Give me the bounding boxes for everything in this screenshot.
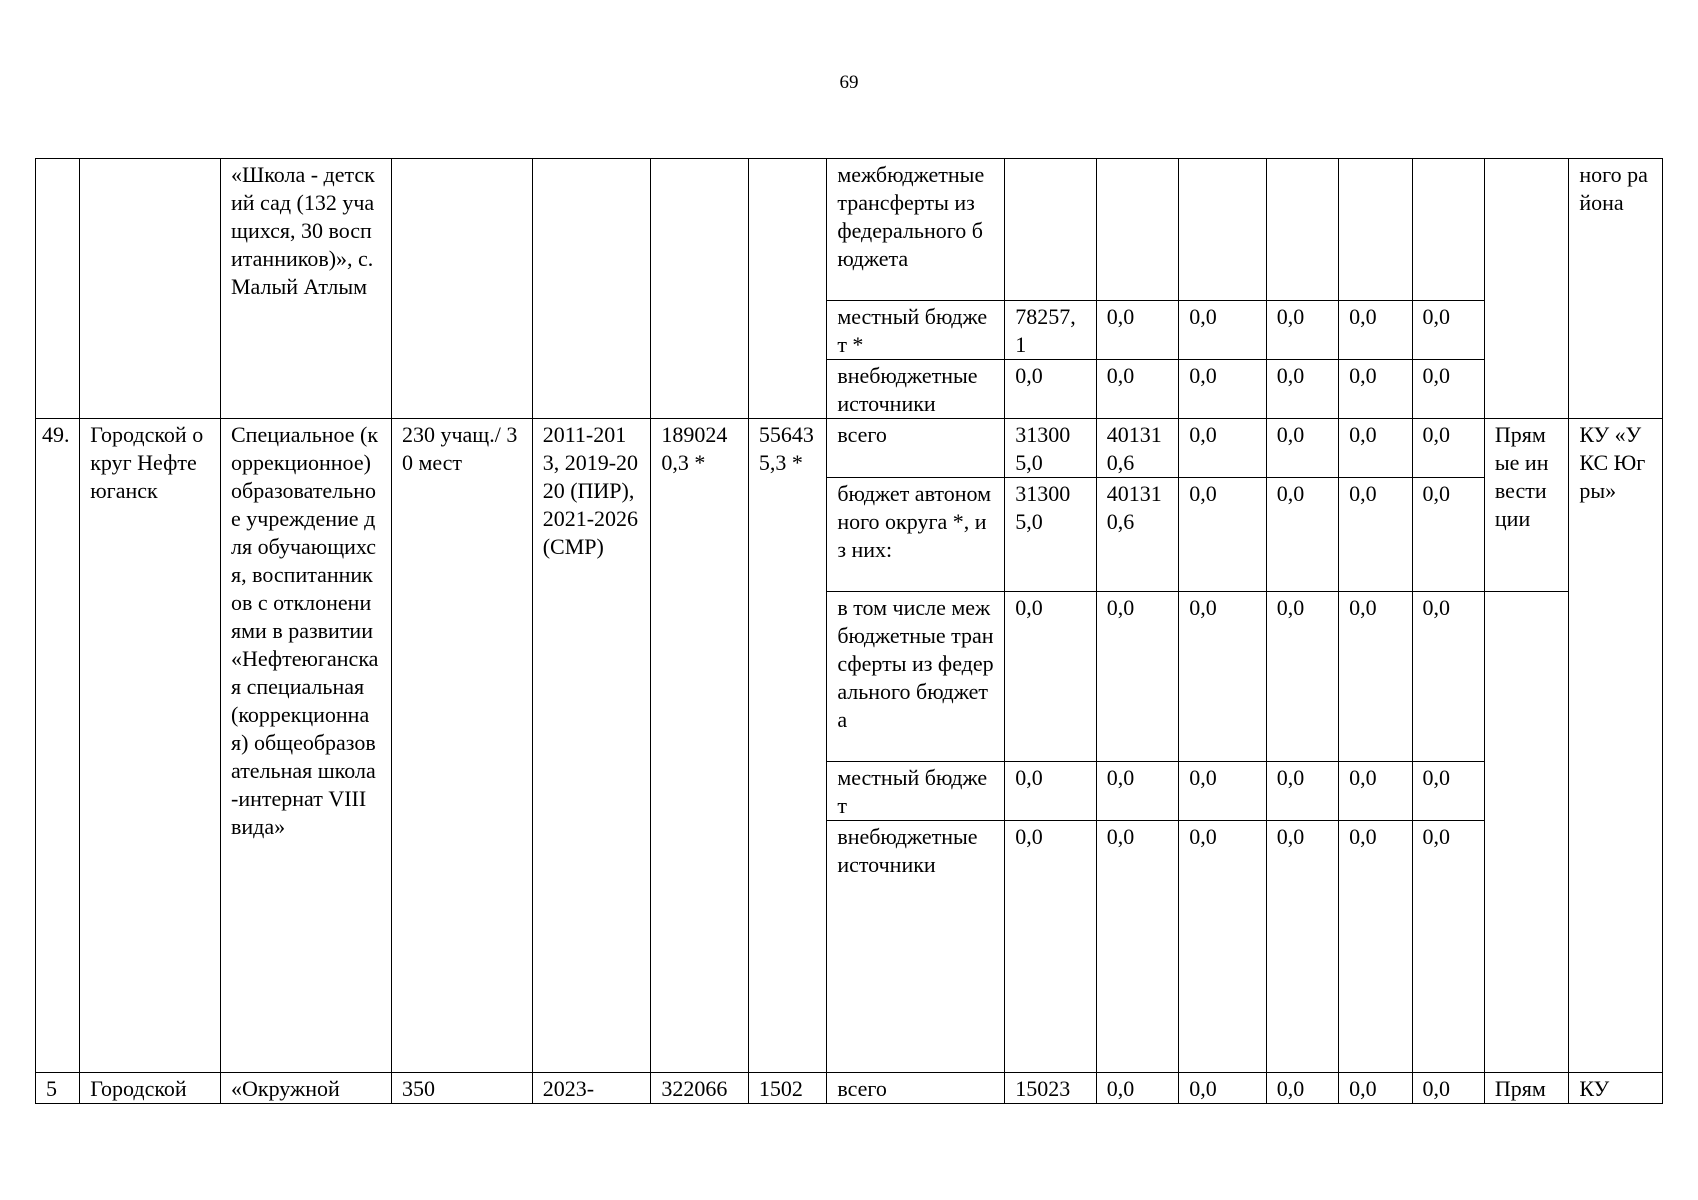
cell-source: межбюджетные трансферты из федерального бюджета [827,159,1005,301]
cell-value: 0,0 [1096,592,1178,762]
cell-num [36,159,80,419]
cell-value: 0,0 [1266,821,1338,1073]
cell-capacity [391,159,532,419]
cell-form: Прямые инвестиции [1484,419,1568,592]
budget-table [35,158,1663,1104]
cell-period: 2023- [532,1073,651,1104]
cell-value [1339,159,1412,301]
cell-value: 0,0 [1339,592,1412,762]
table-row [36,1073,1663,1104]
cell-value: 0,0 [1005,762,1097,821]
cell-source: в том числе межбюджетные трансферты из федерального бюджета [827,592,1005,762]
cell-value: 0,0 [1412,419,1484,478]
cell-value [1005,159,1097,301]
table-row [36,159,1663,301]
cell-capacity: 230 учащ./ 30 мест [391,419,532,1073]
cell-value: 78257,1 [1005,301,1097,360]
cell-num: 5 [36,1073,80,1104]
cell-value: 0,0 [1005,592,1097,762]
cell-value: 0,0 [1179,419,1266,478]
cell-value: 15023 [1005,1073,1097,1104]
cell-value [1179,159,1266,301]
cell-value: 0,0 [1179,762,1266,821]
cell-value: 0,0 [1179,821,1266,1073]
cell-period [532,159,651,419]
cell-value: 0,0 [1179,301,1266,360]
cell-value: 0,0 [1339,478,1412,592]
cell-cost-total: 322066 [651,1073,749,1104]
cell-cost-total: 1890240,3 * [651,419,749,1073]
cell-form: Прям [1484,1073,1568,1104]
cell-value: 0,0 [1412,360,1484,419]
cell-value: 401310,6 [1096,478,1178,592]
cell-municipality: Городской [80,1073,221,1104]
cell-object: Специальное (коррекционное) образовательное учреждение для обучающихся, воспитанников с отклонениями в развитии «Нефтеюганская специальная (коррекционная) общеобразовательная школа-интернат VIII вида» [221,419,392,1073]
cell-value: 0,0 [1412,821,1484,1073]
cell-customer: КУ [1569,1073,1663,1104]
cell-customer: КУ «УКС Югры» [1569,419,1663,1073]
cell-num: 49. [36,419,80,1073]
cell-value: 0,0 [1266,419,1338,478]
cell-value: 0,0 [1412,762,1484,821]
cell-customer: ного района [1569,159,1663,419]
cell-value: 0,0 [1339,360,1412,419]
cell-source: бюджет автономного округа *, из них: [827,478,1005,592]
cell-cost-remaining: 1502 [748,1073,826,1104]
cell-source: всего [827,419,1005,478]
cell-value: 0,0 [1266,301,1338,360]
cell-value [1266,159,1338,301]
cell-object: «Школа - детский сад (132 учащихся, 30 воспитанников)», с. Малый Атлым [221,159,392,419]
cell-value: 0,0 [1339,1073,1412,1104]
cell-value: 0,0 [1096,301,1178,360]
cell-value: 0,0 [1412,478,1484,592]
cell-value: 0,0 [1179,592,1266,762]
cell-value: 313005,0 [1005,419,1097,478]
cell-value: 0,0 [1266,360,1338,419]
cell-value: 313005,0 [1005,478,1097,592]
cell-value: 0,0 [1096,762,1178,821]
cell-value: 0,0 [1412,301,1484,360]
cell-value: 0,0 [1266,1073,1338,1104]
cell-value: 401310,6 [1096,419,1178,478]
cell-period: 2011-2013, 2019-2020 (ПИР), 2021-2026 (СМР) [532,419,651,1073]
cell-source: всего [827,1073,1005,1104]
cell-cost-remaining [748,159,826,419]
cell-capacity: 350 [391,1073,532,1104]
cell-value: 0,0 [1179,360,1266,419]
cell-source: местный бюджет * [827,301,1005,360]
cell-cost-remaining: 556435,3 * [748,419,826,1073]
cell-value: 0,0 [1339,419,1412,478]
cell-source: внебюджетные источники [827,360,1005,419]
cell-value: 0,0 [1179,478,1266,592]
cell-value: 0,0 [1005,360,1097,419]
cell-value: 0,0 [1179,1073,1266,1104]
cell-form-empty [1484,592,1568,1073]
cell-value: 0,0 [1266,762,1338,821]
cell-cost-total [651,159,749,419]
cell-value: 0,0 [1266,592,1338,762]
cell-value [1412,159,1484,301]
cell-value: 0,0 [1412,592,1484,762]
cell-object: «Окружной [221,1073,392,1104]
table-row [36,419,1663,478]
cell-value: 0,0 [1412,1073,1484,1104]
cell-value [1096,159,1178,301]
cell-value: 0,0 [1096,360,1178,419]
cell-source: внебюджетные источники [827,821,1005,1073]
cell-value: 0,0 [1096,821,1178,1073]
cell-municipality: Городской округ Нефтеюганск [80,419,221,1073]
cell-source: местный бюджет [827,762,1005,821]
cell-municipality [80,159,221,419]
cell-value: 0,0 [1339,821,1412,1073]
cell-form [1484,159,1568,419]
page-number: 69 [839,72,859,93]
cell-value: 0,0 [1339,301,1412,360]
cell-value: 0,0 [1096,1073,1178,1104]
cell-value: 0,0 [1339,762,1412,821]
cell-value: 0,0 [1005,821,1097,1073]
cell-value: 0,0 [1266,478,1338,592]
